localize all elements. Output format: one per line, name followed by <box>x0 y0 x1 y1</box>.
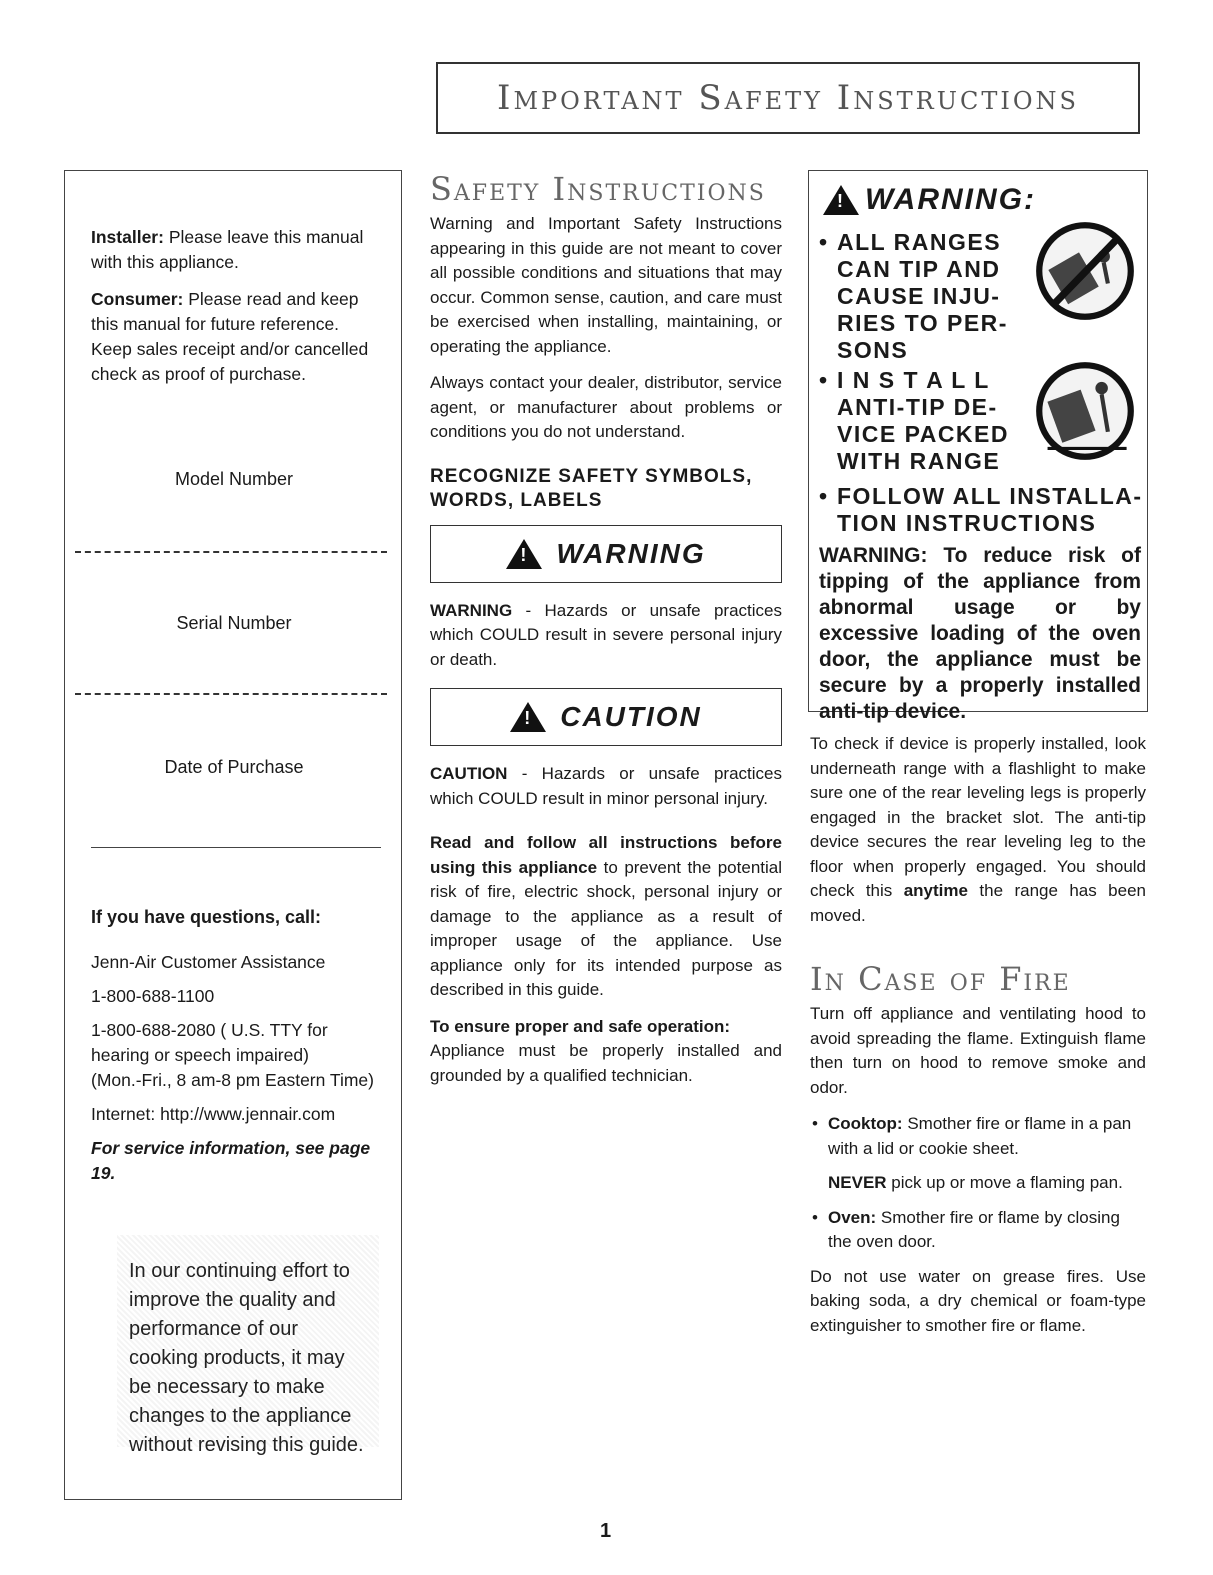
caution-triangle-icon <box>510 702 546 732</box>
warning-signal-word: WARNING <box>556 537 706 569</box>
read-instructions-paragraph <box>430 831 782 1003</box>
anti-tip-warning-box <box>808 170 1148 723</box>
date-of-purchase-label: Date of Purchase <box>164 757 304 777</box>
revision-note-box <box>117 1235 379 1456</box>
warning-triangle-icon <box>506 539 542 569</box>
intro-paragraph: Warning and Important Safety Instructions appearing in this guide are not meant to cover all possible conditions and situations that may occur. Common sense, caution, and care must be exercised when installing, maintaining, or operating the appliance. <box>430 214 782 356</box>
consumer-note <box>91 287 383 387</box>
owner-info-panel <box>64 170 402 1500</box>
serial-number-line <box>75 693 387 695</box>
fire-section-title: In Case of Fire <box>810 960 1071 998</box>
warning-text: - Hazards or unsafe practices which COULD result in severe personal injury or death. <box>430 600 782 669</box>
warning-triangle-icon <box>823 185 859 215</box>
anti-tip-check-section <box>810 732 1146 940</box>
warning-label-box <box>430 525 782 583</box>
phone-main: 1-800-688-1100 <box>91 986 215 1006</box>
caution-label-box <box>430 688 782 746</box>
contact-name: Jenn-Air Customer Assistance <box>91 952 326 972</box>
revision-note: In our continuing effort to improve the quality and performance of our cooking products, it may be necessary to make changes to the appliance without revising this guide. <box>129 1260 364 1456</box>
caution-definition <box>430 762 782 811</box>
service-info: For service information, see page 19. <box>91 1138 371 1183</box>
date-of-purchase-line <box>91 847 381 848</box>
page-banner <box>436 62 1140 134</box>
model-number-label: Model Number <box>174 469 294 489</box>
hours: (Mon.-Fri., 8 am-8 pm Eastern Time) <box>91 1070 374 1090</box>
caution-signal-word: CAUTION <box>560 701 702 732</box>
safety-instructions-section <box>430 170 782 1100</box>
page-title: Important Safety Instructions <box>497 78 1079 118</box>
cooktop-bullet: • Cooktop: Smother fire or flame in a pan with a lid or cookie sheet. <box>810 1112 1146 1161</box>
fire-section <box>810 960 1146 1350</box>
installer-consumer-notes <box>91 225 383 399</box>
serial-number-label: Serial Number <box>176 613 292 633</box>
contact-paragraph: Always contact your dealer, distributor, service agent, or manufacturer about problems or conditions you do not understand. <box>430 373 782 441</box>
warning-lead: WARNING <box>430 600 513 620</box>
installer-text: Please leave this manual with this appliance. <box>91 227 364 272</box>
internet-link[interactable]: Internet: http://www.jennair.com <box>91 1104 336 1124</box>
anti-tip-device-icon <box>1033 359 1137 463</box>
anti-tip-warning-paragraph: WARNING: To reduce risk of tipping of the appliance from abnormal usage or by excessive loading of the oven door, the appliance must be secure by a properly installed anti-tip device. <box>819 544 1141 723</box>
caution-lead: CAUTION <box>430 764 508 783</box>
ensure-text: Appliance must be properly installed and grounded by a qualified technician. <box>430 1041 782 1085</box>
safety-instructions-title: Safety Instructions <box>430 170 766 208</box>
never-note: NEVER pick up or move a flaming pan. <box>828 1173 1123 1192</box>
caution-text: - Hazards or unsafe practices which COULD result in minor personal injury. <box>430 764 782 808</box>
installer-note <box>91 225 383 275</box>
warning-header-text: WARNING: <box>865 183 1036 216</box>
read-text: to prevent the potential risk of fire, electric shock, personal injury or damage to the appliance as a result of improper usage of the appliance. Use appliance only for its intended purpose as described in this guide. <box>430 857 783 999</box>
anti-tip-check-paragraph: To check if device is properly installed, look underneath range with a flashlight to make sure one of the rear leveling legs is properly engaged in the bracket slot. The anti-tip device secures the rear leveling leg to the floor when properly engaged. You should check this anytime the range has been moved. <box>810 734 1147 925</box>
warning-item-install-anti-tip: • I N S T A L L ANTI-TIP DE- VICE PACKED WITH RANGE <box>819 367 1009 474</box>
grease-fire-paragraph: Do not use water on grease fires. Use baking soda, a dry chemical or foam-type extinguisher to smother fire or flame. <box>810 1266 1146 1335</box>
ensure-heading: To ensure proper and safe operation: <box>430 1016 731 1036</box>
oven-bullet: • Oven: Smother fire or flame by closing the oven door. <box>810 1206 1146 1255</box>
read-lead: Read and follow all instructions before using this appliance <box>430 833 782 877</box>
warning-header <box>823 183 1036 217</box>
installer-label: Installer: <box>91 227 164 247</box>
fire-intro: Turn off appliance and ventilating hood to avoid spreading the flame. Extinguish flame then turn on hood to remove smoke and odor. <box>810 1004 1146 1097</box>
warning-item-follow-instructions: • FOLLOW ALL INSTALLA- TION INSTRUCTIONS <box>819 483 1143 536</box>
model-number-line <box>75 551 387 553</box>
consumer-text: Please read and keep this manual for future reference. Keep sales receipt and/or cancelled check as proof of purchase. <box>91 289 369 384</box>
questions-heading: If you have questions, call: <box>91 907 322 927</box>
page-number: 1 <box>600 1520 612 1542</box>
warning-definition <box>430 599 782 673</box>
range-tipping-icon <box>1033 219 1137 323</box>
phone-tty: 1-800-688-2080 ( U.S. TTY for hearing or speech impaired) <box>91 1020 328 1065</box>
recognize-heading: RECOGNIZE SAFETY SYMBOLS, WORDS, LABELS <box>430 465 753 511</box>
warning-item-ranges-tip: • ALL RANGES CAN TIP AND CAUSE INJU- RIES TO PER- SONS <box>819 229 1008 363</box>
contact-info <box>91 905 383 1195</box>
consumer-label: Consumer: <box>91 289 184 309</box>
